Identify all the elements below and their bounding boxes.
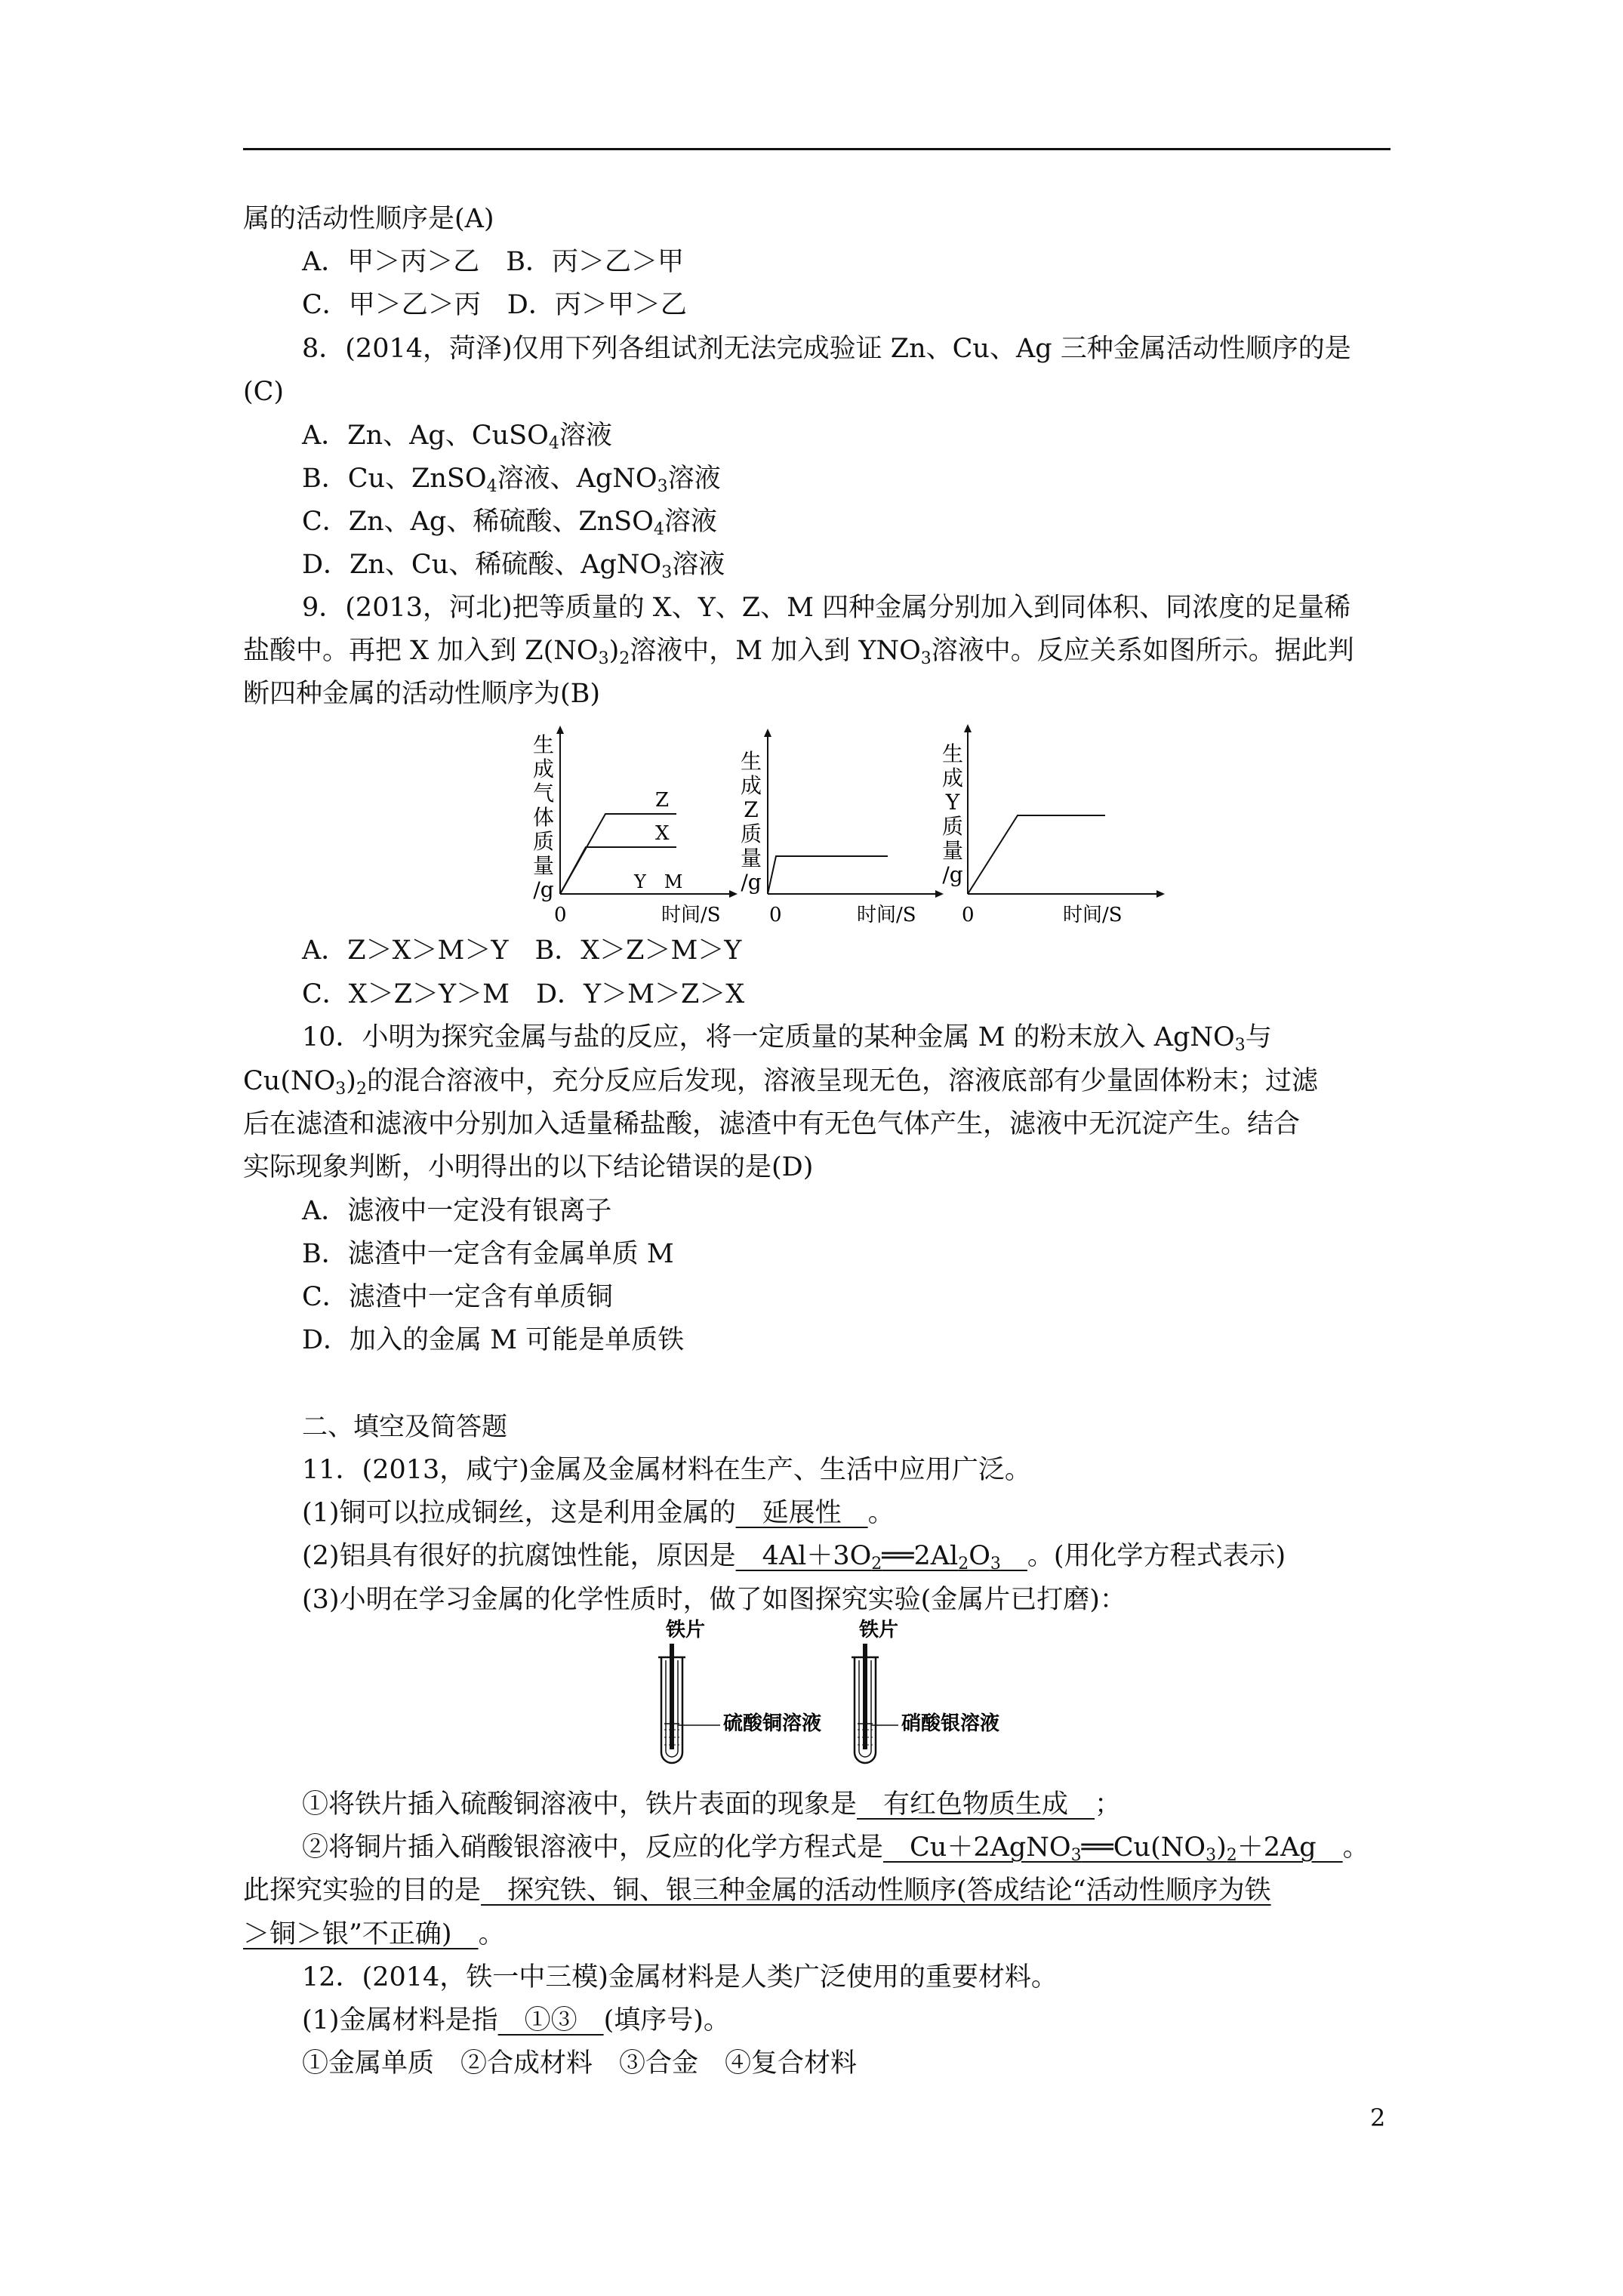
graph2-origin: 0 — [769, 904, 782, 926]
q11-p1-text: (1)铜可以拉成铜丝，这是利用金属的 — [302, 1498, 736, 1528]
q8-option-d — [302, 548, 725, 581]
q11-p2-ans-b: ══2Al — [882, 1541, 959, 1571]
g1-yl-3: 体 — [532, 805, 555, 830]
graph1-label-ym: Y M — [634, 871, 683, 892]
q7-option-a: A．甲＞丙＞乙 — [302, 247, 480, 277]
q11-part1 — [302, 1496, 895, 1530]
graph1-label-x: X — [655, 822, 670, 845]
q7-option-c: C．甲＞乙＞丙 — [302, 290, 481, 320]
q10-option-a: A．滤液中一定没有银离子 — [302, 1196, 612, 1226]
q11-purpose-answer1: 探究铁、铜、银三种金属的活动性顺序(答成结论“活动性顺序为铁 — [481, 1875, 1271, 1906]
g1-yl-2: 气 — [532, 781, 555, 806]
q11-c1-answer: 有红色物质生成 — [857, 1789, 1095, 1820]
q9-option-b: B．X＞Z＞M＞Y — [534, 935, 742, 966]
q9-stem-line3: 断四种金属的活动性顺序为(B) — [243, 679, 601, 709]
q11-c2-ans-b: ══Cu(NO — [1081, 1832, 1206, 1863]
q11-p2-ans-a: 4Al＋3O — [735, 1541, 872, 1571]
test-tube-2 — [852, 1644, 898, 1763]
q11-c2-ans-sub2: 3 — [1206, 1846, 1217, 1865]
q8-a-text: A．Zn、Ag、CuSO — [302, 421, 549, 451]
q10-option-b: B．滤渣中一定含有金属单质 M — [302, 1239, 674, 1269]
g2-yl-1: 成 — [740, 773, 762, 798]
q11-part3: (3)小明在学习金属的化学性质时，做了如图探究实验(金属片已打磨)： — [302, 1585, 1126, 1615]
q7-stem-tail: 属的活动性顺序是(A) — [243, 204, 494, 234]
q8-b-mid: 溶液、AgNO — [497, 464, 658, 494]
graph1-origin: 0 — [554, 904, 567, 926]
g1-yl-4: 质 — [532, 829, 555, 854]
g1-yl-1: 成 — [532, 757, 555, 781]
g3-yl-0: 生 — [941, 741, 964, 766]
q11-p2-ans-sub2: 2 — [958, 1555, 969, 1573]
graph2-ylabel — [741, 749, 762, 895]
q11-c2-ans-sub3: 2 — [1226, 1846, 1237, 1865]
q11-stem: 11．(2013，咸宁)金属及金属材料在生产、生活中应用广泛。 — [302, 1455, 1031, 1485]
q8-c-text: C．Zn、Ag、稀硫酸、ZnSO — [302, 507, 654, 537]
q8-a-sub: 4 — [548, 434, 559, 453]
q7-option-d: D．丙＞甲＞乙 — [507, 290, 687, 320]
q11-purpose-post: 。 — [478, 1919, 505, 1949]
g2-yl-3: 质 — [740, 821, 762, 846]
graph3-xlabel: 时间/S — [1063, 904, 1123, 926]
q11-c2-ans-d: ＋2Ag — [1236, 1832, 1343, 1863]
q8-b-sub1: 4 — [486, 477, 497, 496]
q11-p1-post: 。 — [867, 1498, 895, 1528]
fig-label-iron2: 铁片 — [858, 1619, 899, 1641]
graph3-line — [968, 815, 1105, 894]
q10-stem1-a: 10．小明为探究金属与盐的反应，将一定质量的某种金属 M 的粉末放入 AgNO — [302, 1022, 1235, 1052]
graph3-origin: 0 — [962, 904, 975, 926]
q11-p2-text: (2)铝具有很好的抗腐蚀性能，原因是 — [302, 1541, 736, 1571]
q8-c-post: 溶液 — [664, 507, 717, 537]
q11-p2-ans-c: O — [969, 1541, 990, 1571]
q8-d-text: D．Zn、Cu、稀硫酸、AgNO — [302, 550, 662, 580]
iron-strip-2 — [863, 1644, 867, 1749]
q9-stem2-b: ) — [608, 636, 620, 666]
q11-purpose-text: 此探究实验的目的是 — [243, 1875, 482, 1906]
q12-p1-text: (1)金属材料是指 — [302, 2005, 498, 2036]
graph1-ylabel — [533, 732, 554, 902]
q12-p1-answer: ①③ — [497, 2005, 604, 2036]
q11-circle1 — [302, 1788, 1121, 1821]
g1-yl-5: 量 — [532, 853, 555, 878]
q9-stem2-c: 溶液中，M 加入到 YNO — [630, 636, 921, 666]
q11-c2-ans-sub1: 3 — [1070, 1846, 1082, 1865]
q7-options-cd — [302, 288, 687, 322]
fig-solution1: 硫酸铜溶液 — [723, 1712, 822, 1735]
q8-b-post: 溶液 — [667, 464, 721, 494]
q11-c2-ans-c: ) — [1216, 1832, 1227, 1863]
g1-yl-0: 生 — [532, 732, 555, 757]
q9-option-d: D．Y＞M＞Z＞X — [535, 979, 745, 1009]
q11-c2-ans-a: Cu＋2AgNO — [883, 1832, 1071, 1863]
q10-stem-line4: 实际现象判断，小明得出的以下结论错误的是(D) — [243, 1152, 814, 1182]
fig-label-iron1: 铁片 — [665, 1619, 706, 1641]
q10-stem2-b: ) — [346, 1066, 356, 1096]
q8-stem-line2: (C) — [243, 377, 285, 407]
q9-option-c: C．X＞Z＞Y＞M — [302, 979, 510, 1009]
q8-a-post: 溶液 — [559, 421, 612, 451]
g3-yl-1: 成 — [941, 766, 964, 791]
q11-p2-answer — [736, 1541, 1027, 1571]
q12-p1-post: (填序号)。 — [603, 2005, 730, 2036]
q8-stem-line1: 8．(2014，菏泽)仅用下列各组试剂无法完成验证 Zn、Cu、Ag 三种金属活动性顺序的是 — [302, 334, 1351, 364]
q9-options-cd — [302, 978, 744, 1011]
q10-stem-line2 — [243, 1065, 1318, 1098]
q9-stem-line2 — [243, 634, 1354, 667]
q11-purpose-line1 — [243, 1874, 1271, 1907]
g3-yl-3: 质 — [941, 814, 964, 839]
graph3-ylabel — [942, 741, 963, 887]
iron-strip-1 — [670, 1644, 674, 1749]
q11-part2 — [302, 1539, 1286, 1573]
q10-stem2-a: Cu(NO — [243, 1066, 336, 1096]
q11-c1-text: ①将铁片插入硫酸铜溶液中，铁片表面的现象是 — [302, 1789, 858, 1820]
q9-option-a: A．Z＞X＞M＞Y — [302, 935, 509, 966]
q8-b-sub2: 3 — [657, 477, 668, 496]
q11-purpose-answer2: ＞铜＞银”不正确) — [243, 1919, 479, 1949]
q8-option-c — [302, 505, 717, 538]
header-rule — [243, 148, 1390, 150]
q10-stem2-sub2: 2 — [356, 1080, 367, 1099]
q8-d-sub: 3 — [661, 563, 673, 582]
q9-stem2-a: 盐酸中。再把 X 加入到 Z(NO — [243, 636, 599, 666]
q10-stem2-sub1: 3 — [335, 1080, 346, 1099]
q9-stem2-sub3: 3 — [920, 649, 932, 668]
g3-yl-5: /g — [942, 862, 963, 887]
q7-option-b: B．丙＞乙＞甲 — [506, 247, 685, 277]
q11-circle2 — [302, 1831, 1369, 1864]
q10-stem1-b: 与 — [1245, 1022, 1272, 1052]
q11-figure — [642, 1612, 1034, 1786]
q8-c-sub: 4 — [653, 520, 664, 539]
page-number: 2 — [1370, 2103, 1386, 2132]
q8-b-text: B．Cu、ZnSO — [302, 464, 487, 494]
q9-stem-line1: 9．(2013，河北)把等质量的 X、Y、Z、M 四种金属分别加入到同体积、同浓度的足量稀 — [302, 593, 1351, 623]
g2-yl-4: 量 — [740, 846, 762, 871]
q7-options-ab — [302, 245, 684, 279]
g2-yl-0: 生 — [740, 749, 762, 774]
q12-stem: 12．(2014，铁一中三模)金属材料是人类广泛使用的重要材料。 — [302, 1962, 1058, 1992]
graph2-line — [768, 856, 888, 894]
q10-stem-line1 — [302, 1021, 1272, 1054]
q10-stem-line3: 后在滤渣和滤液中分别加入适量稀盐酸，滤渣中有无色气体产生，滤液中无沉淀产生。结合 — [243, 1109, 1301, 1139]
q12-part1 — [302, 2004, 730, 2037]
q12-choices: ①金属单质 ②合成材料 ③合金 ④复合材料 — [302, 2048, 858, 2079]
test-tube-1 — [658, 1644, 720, 1763]
q9-stem2-d: 溶液中。反应关系如图所示。据此判 — [931, 636, 1354, 666]
g1-yl-6: /g — [533, 877, 554, 902]
q10-option-d: D．加入的金属 M 可能是单质铁 — [302, 1325, 685, 1355]
graph1-xlabel: 时间/S — [661, 904, 721, 926]
q11-p1-answer: 延展性 — [735, 1498, 868, 1528]
q8-option-a — [302, 419, 612, 452]
g3-yl-4: 量 — [941, 838, 964, 863]
q11-c2-text: ②将铜片插入硝酸银溶液中，反应的化学方程式是 — [302, 1832, 884, 1863]
q9-options-ab — [302, 934, 741, 967]
fig-solution2: 硝酸银溶液 — [901, 1712, 1000, 1735]
g2-yl-5: /g — [741, 870, 762, 895]
q10-stem1-sub: 3 — [1234, 1036, 1246, 1055]
q11-c2-post: 。 — [1342, 1832, 1369, 1863]
g3-yl-2: Y — [945, 790, 960, 815]
q9-stem2-sub2: 2 — [619, 649, 630, 668]
q11-c2-answer — [883, 1832, 1343, 1863]
q11-p2-ans-sub1: 2 — [871, 1555, 882, 1573]
q11-c1-post: ； — [1095, 1789, 1122, 1820]
q10-stem2-c: 的混合溶液中，充分反应后发现，溶液呈现无色，溶液底部有少量固体粉末；过滤 — [366, 1066, 1318, 1096]
q11-purpose-line2 — [243, 1918, 505, 1951]
graph2-xlabel: 时间/S — [857, 904, 916, 926]
q11-p2-ans-sub3: 3 — [990, 1555, 1001, 1573]
g2-yl-2: Z — [744, 797, 759, 822]
q11-p2-post: 。(用化学方程式表示) — [1027, 1541, 1286, 1571]
q8-d-post: 溶液 — [672, 550, 725, 580]
graph1-label-z: Z — [655, 789, 670, 812]
section-title: 二、填空及简答题 — [302, 1412, 507, 1442]
q9-stem2-sub1: 3 — [598, 649, 609, 668]
q8-option-b — [302, 462, 721, 495]
q11-p2-ans-d — [1001, 1541, 1027, 1571]
q9-graphs — [521, 717, 1185, 929]
q10-option-c: C．滤渣中一定含有单质铜 — [302, 1282, 613, 1312]
